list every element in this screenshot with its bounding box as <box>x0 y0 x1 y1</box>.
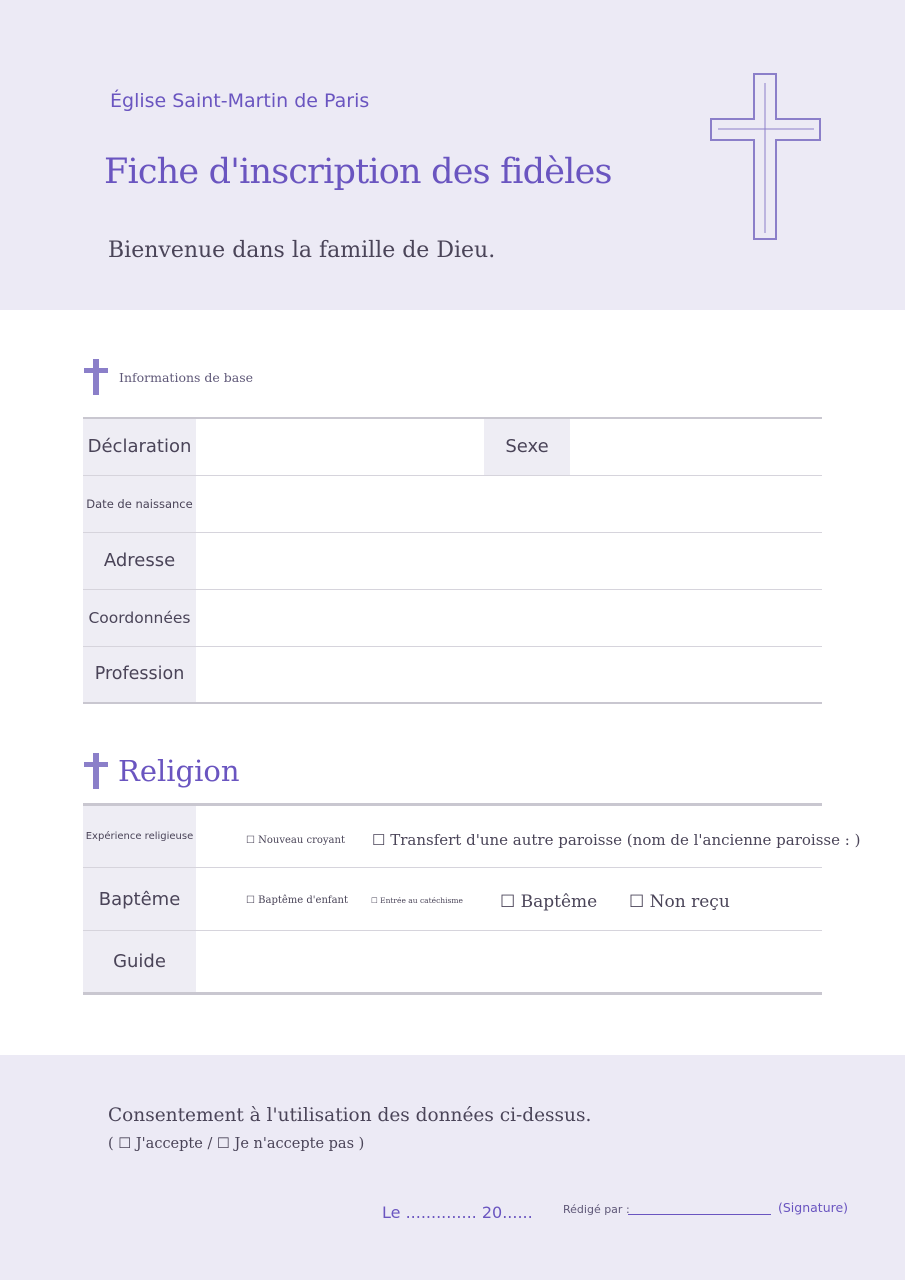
basic-info-heading <box>84 359 253 395</box>
child-baptism-checkbox[interactable]: ☐ Baptême d'enfant <box>246 895 349 906</box>
religion-heading <box>84 753 240 789</box>
religion-title: Religion <box>118 754 240 788</box>
profession-field[interactable] <box>196 646 822 703</box>
table-row <box>83 646 822 703</box>
profession-label: Profession <box>83 646 196 703</box>
address-field[interactable] <box>196 532 822 589</box>
cross-icon <box>84 753 108 789</box>
experience-label: Expérience religieuse <box>83 805 196 868</box>
sexe-label: Sexe <box>484 418 570 475</box>
table-row <box>83 532 822 589</box>
contact-field[interactable] <box>196 589 822 646</box>
transfer-checkbox[interactable]: ☐ Transfert d'une autre paroisse (nom de l'ancienne paroisse : ) <box>372 831 861 849</box>
new-believer-checkbox[interactable]: ☐ Nouveau croyant <box>246 835 345 846</box>
catechism-checkbox[interactable]: ☐ Entrée au catéchisme <box>371 896 463 905</box>
cross-icon <box>84 359 108 395</box>
contact-label: Coordonnées <box>83 589 196 646</box>
address-label: Adresse <box>83 532 196 589</box>
basic-info-title: Informations de base <box>119 369 254 385</box>
declaration-field[interactable] <box>196 418 484 475</box>
date-field[interactable]: Le .............. 20...... <box>382 1203 533 1222</box>
table-row <box>83 475 822 532</box>
basic-info-table <box>83 417 822 704</box>
birth-date-label: Date de naissance <box>83 475 196 532</box>
consent-text: Consentement à l'utilisation des données ci-dessus. <box>108 1105 592 1126</box>
not-received-checkbox[interactable]: ☐ Non reçu <box>629 892 730 912</box>
footer-band <box>0 1055 905 1280</box>
signature-line[interactable] <box>628 1214 771 1215</box>
bapteme-label: Baptême <box>83 868 196 931</box>
table-row <box>83 418 822 475</box>
baptism-checkbox[interactable]: ☐ Baptême <box>500 892 598 912</box>
consent-options[interactable]: ( ☐ J'accepte / ☐ Je n'accepte pas ) <box>108 1136 365 1152</box>
written-by-label: Rédigé par : <box>563 1203 630 1216</box>
sexe-field[interactable] <box>570 418 822 475</box>
table-row <box>83 931 822 994</box>
signature-label: (Signature) <box>778 1200 849 1215</box>
welcome-text: Bienvenue dans la famille de Dieu. <box>108 238 496 263</box>
page-title: Fiche d'inscription des fidèles <box>104 152 612 192</box>
cross-outline-icon <box>710 73 822 241</box>
church-name: Église Saint-Martin de Paris <box>110 90 370 112</box>
table-row <box>83 589 822 646</box>
guide-field[interactable] <box>196 931 822 994</box>
guide-label: Guide <box>83 931 196 994</box>
birth-date-field[interactable] <box>196 475 822 532</box>
declaration-label: Déclaration <box>83 418 196 475</box>
